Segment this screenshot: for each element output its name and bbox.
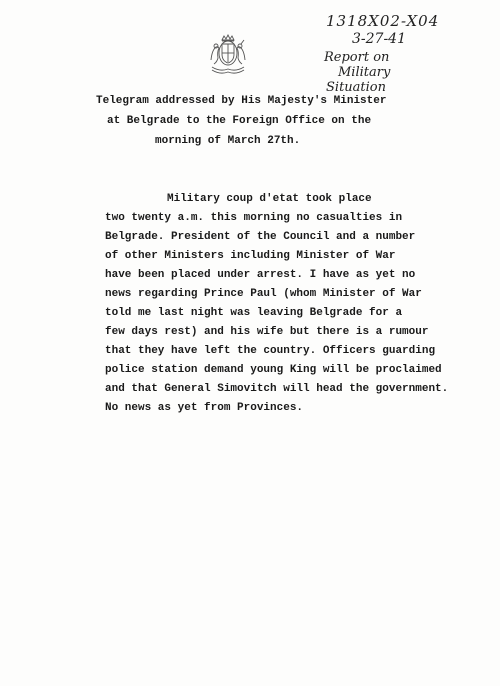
handwritten-note bbox=[324, 50, 434, 95]
body-line: No news as yet from Provinces. bbox=[105, 402, 304, 414]
body-line: told me last night was leaving Belgrade for a bbox=[105, 307, 403, 319]
body-line: Military coup d'etat took place bbox=[167, 193, 372, 205]
body-line: have been placed under arrest. I have as yet no bbox=[105, 269, 416, 281]
body-line: and that General Simovitch will head the government. bbox=[105, 383, 449, 395]
body-line: Belgrade. President of the Council and a number bbox=[105, 231, 416, 243]
royal-coat-of-arms-icon bbox=[206, 34, 250, 74]
heading-line-2: at Belgrade to the Foreign Office on the bbox=[107, 115, 372, 127]
body-line: few days rest) and his wife but there is a rumour bbox=[105, 326, 429, 338]
handwritten-date: 3-27-41 bbox=[352, 31, 406, 47]
body-line: two twenty a.m. this morning no casualties in bbox=[105, 212, 403, 224]
body-line: that they have left the country. Officers guarding bbox=[105, 345, 436, 357]
body-line: news regarding Prince Paul (whom Minister of War bbox=[105, 288, 422, 300]
handwritten-note-line: Report on bbox=[324, 50, 390, 65]
handwritten-note-line: Military bbox=[338, 65, 391, 80]
heading-line-1: Telegram addressed by His Majesty's Minister bbox=[96, 95, 387, 107]
body-line: police station demand young King will be proclaimed bbox=[105, 364, 442, 376]
heading-line-3: morning of March 27th. bbox=[155, 135, 301, 147]
body-line: of other Ministers including Minister of War bbox=[105, 250, 396, 262]
handwritten-reference: 1318X02-X04 bbox=[326, 12, 440, 30]
handwritten-note-line: Situation bbox=[326, 80, 386, 95]
